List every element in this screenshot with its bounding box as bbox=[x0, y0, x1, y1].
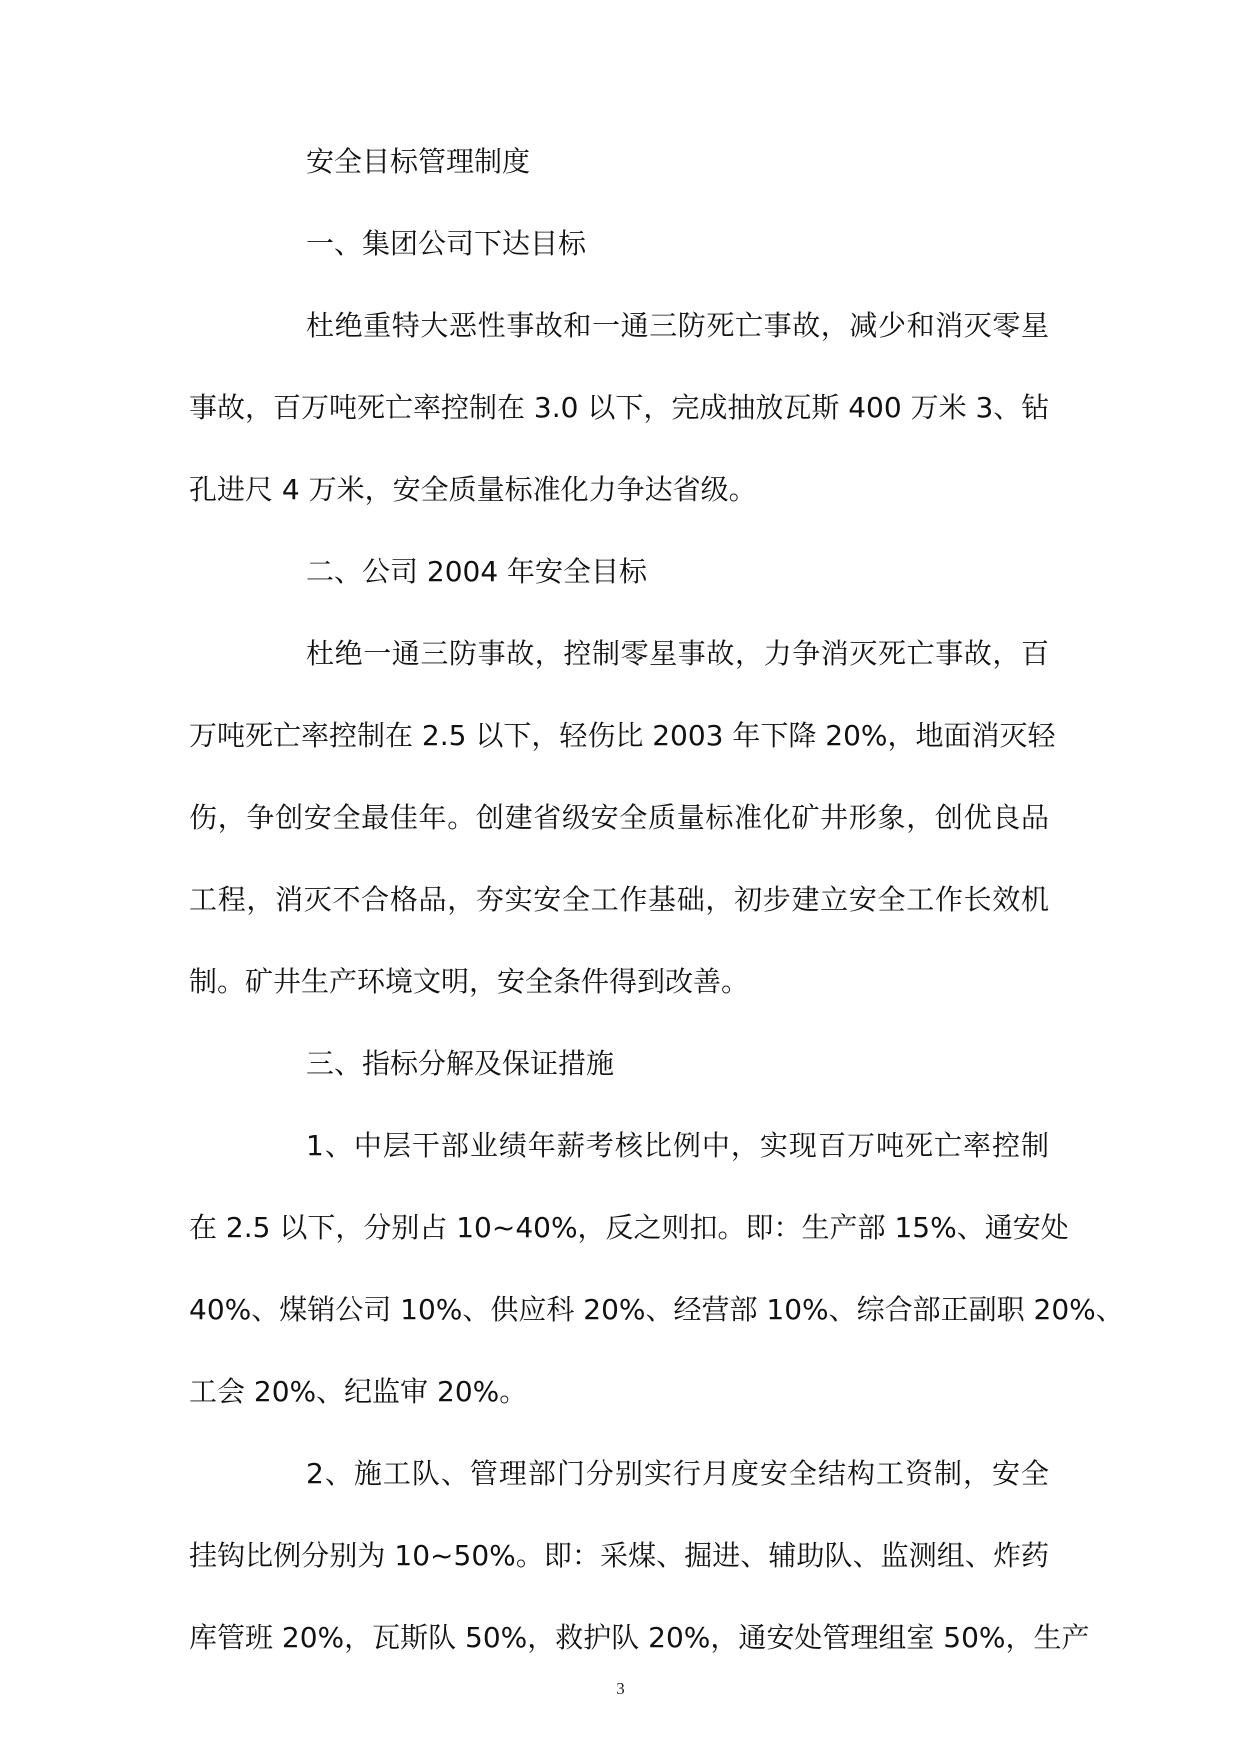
paragraph bbox=[189, 1454, 1090, 1658]
paragraph bbox=[189, 634, 1056, 1002]
paragraph-line: 孔进尺 4 万米，安全质量标准化力争达省级。 bbox=[189, 473, 757, 506]
paragraph-line: 杜绝重特大恶性事故和一通三防死亡事故，减少和消灭零星 bbox=[306, 309, 1049, 342]
document-body bbox=[189, 142, 1124, 1700]
paragraph-line: 杜绝一通三防事故，控制零星事故，力争消灭死亡事故，百 bbox=[306, 637, 1049, 670]
page-number: 3 bbox=[616, 1679, 625, 1698]
paragraph bbox=[189, 1126, 1124, 1412]
section-heading-2: 二、公司 2004 年安全目标 bbox=[306, 555, 648, 588]
section-heading-3: 三、指标分解及保证措施 bbox=[306, 1047, 615, 1080]
paragraph-line: 1、中层干部业绩年薪考核比例中，实现百万吨死亡率控制 bbox=[306, 1129, 1049, 1162]
paragraph-line: 挂钩比例分别为 10~50%。即：采煤、掘进、辅助队、监测组、炸药 bbox=[189, 1539, 1049, 1572]
document-title: 安全目标管理制度 bbox=[306, 145, 531, 178]
paragraph-line: 2、施工队、管理部门分别实行月度安全结构工资制，安全 bbox=[306, 1457, 1049, 1490]
paragraph bbox=[189, 306, 1049, 510]
paragraph-line: 工程，消灭不合格品，夯实安全工作基础，初步建立安全工作长效机 bbox=[189, 883, 1049, 916]
section-heading-1: 一、集团公司下达目标 bbox=[306, 227, 587, 260]
paragraph-line: 事故，百万吨死亡率控制在 3.0 以下，完成抽放瓦斯 400 万米 3、钻 bbox=[189, 391, 1050, 424]
paragraph-line: 在 2.5 以下，分别占 10~40%，反之则扣。即：生产部 15%、通安处 bbox=[189, 1211, 1069, 1244]
paragraph-line: 万吨死亡率控制在 2.5 以下，轻伤比 2003 年下降 20%，地面消灭轻 bbox=[189, 719, 1056, 752]
paragraph-line: 库管班 20%，瓦斯队 50%，救护队 20%，通安处管理组室 50%，生产 bbox=[189, 1621, 1090, 1654]
paragraph-line: 工会 20%、纪监审 20%。 bbox=[189, 1375, 528, 1408]
paragraph-line: 制。矿井生产环境文明，安全条件得到改善。 bbox=[189, 965, 750, 998]
paragraph-line: 伤，争创安全最佳年。创建省级安全质量标准化矿井形象，创优良品 bbox=[189, 801, 1049, 834]
paragraph-line: 40%、煤销公司 10%、供应科 20%、经营部 10%、综合部正副职 20%、 bbox=[189, 1293, 1124, 1326]
